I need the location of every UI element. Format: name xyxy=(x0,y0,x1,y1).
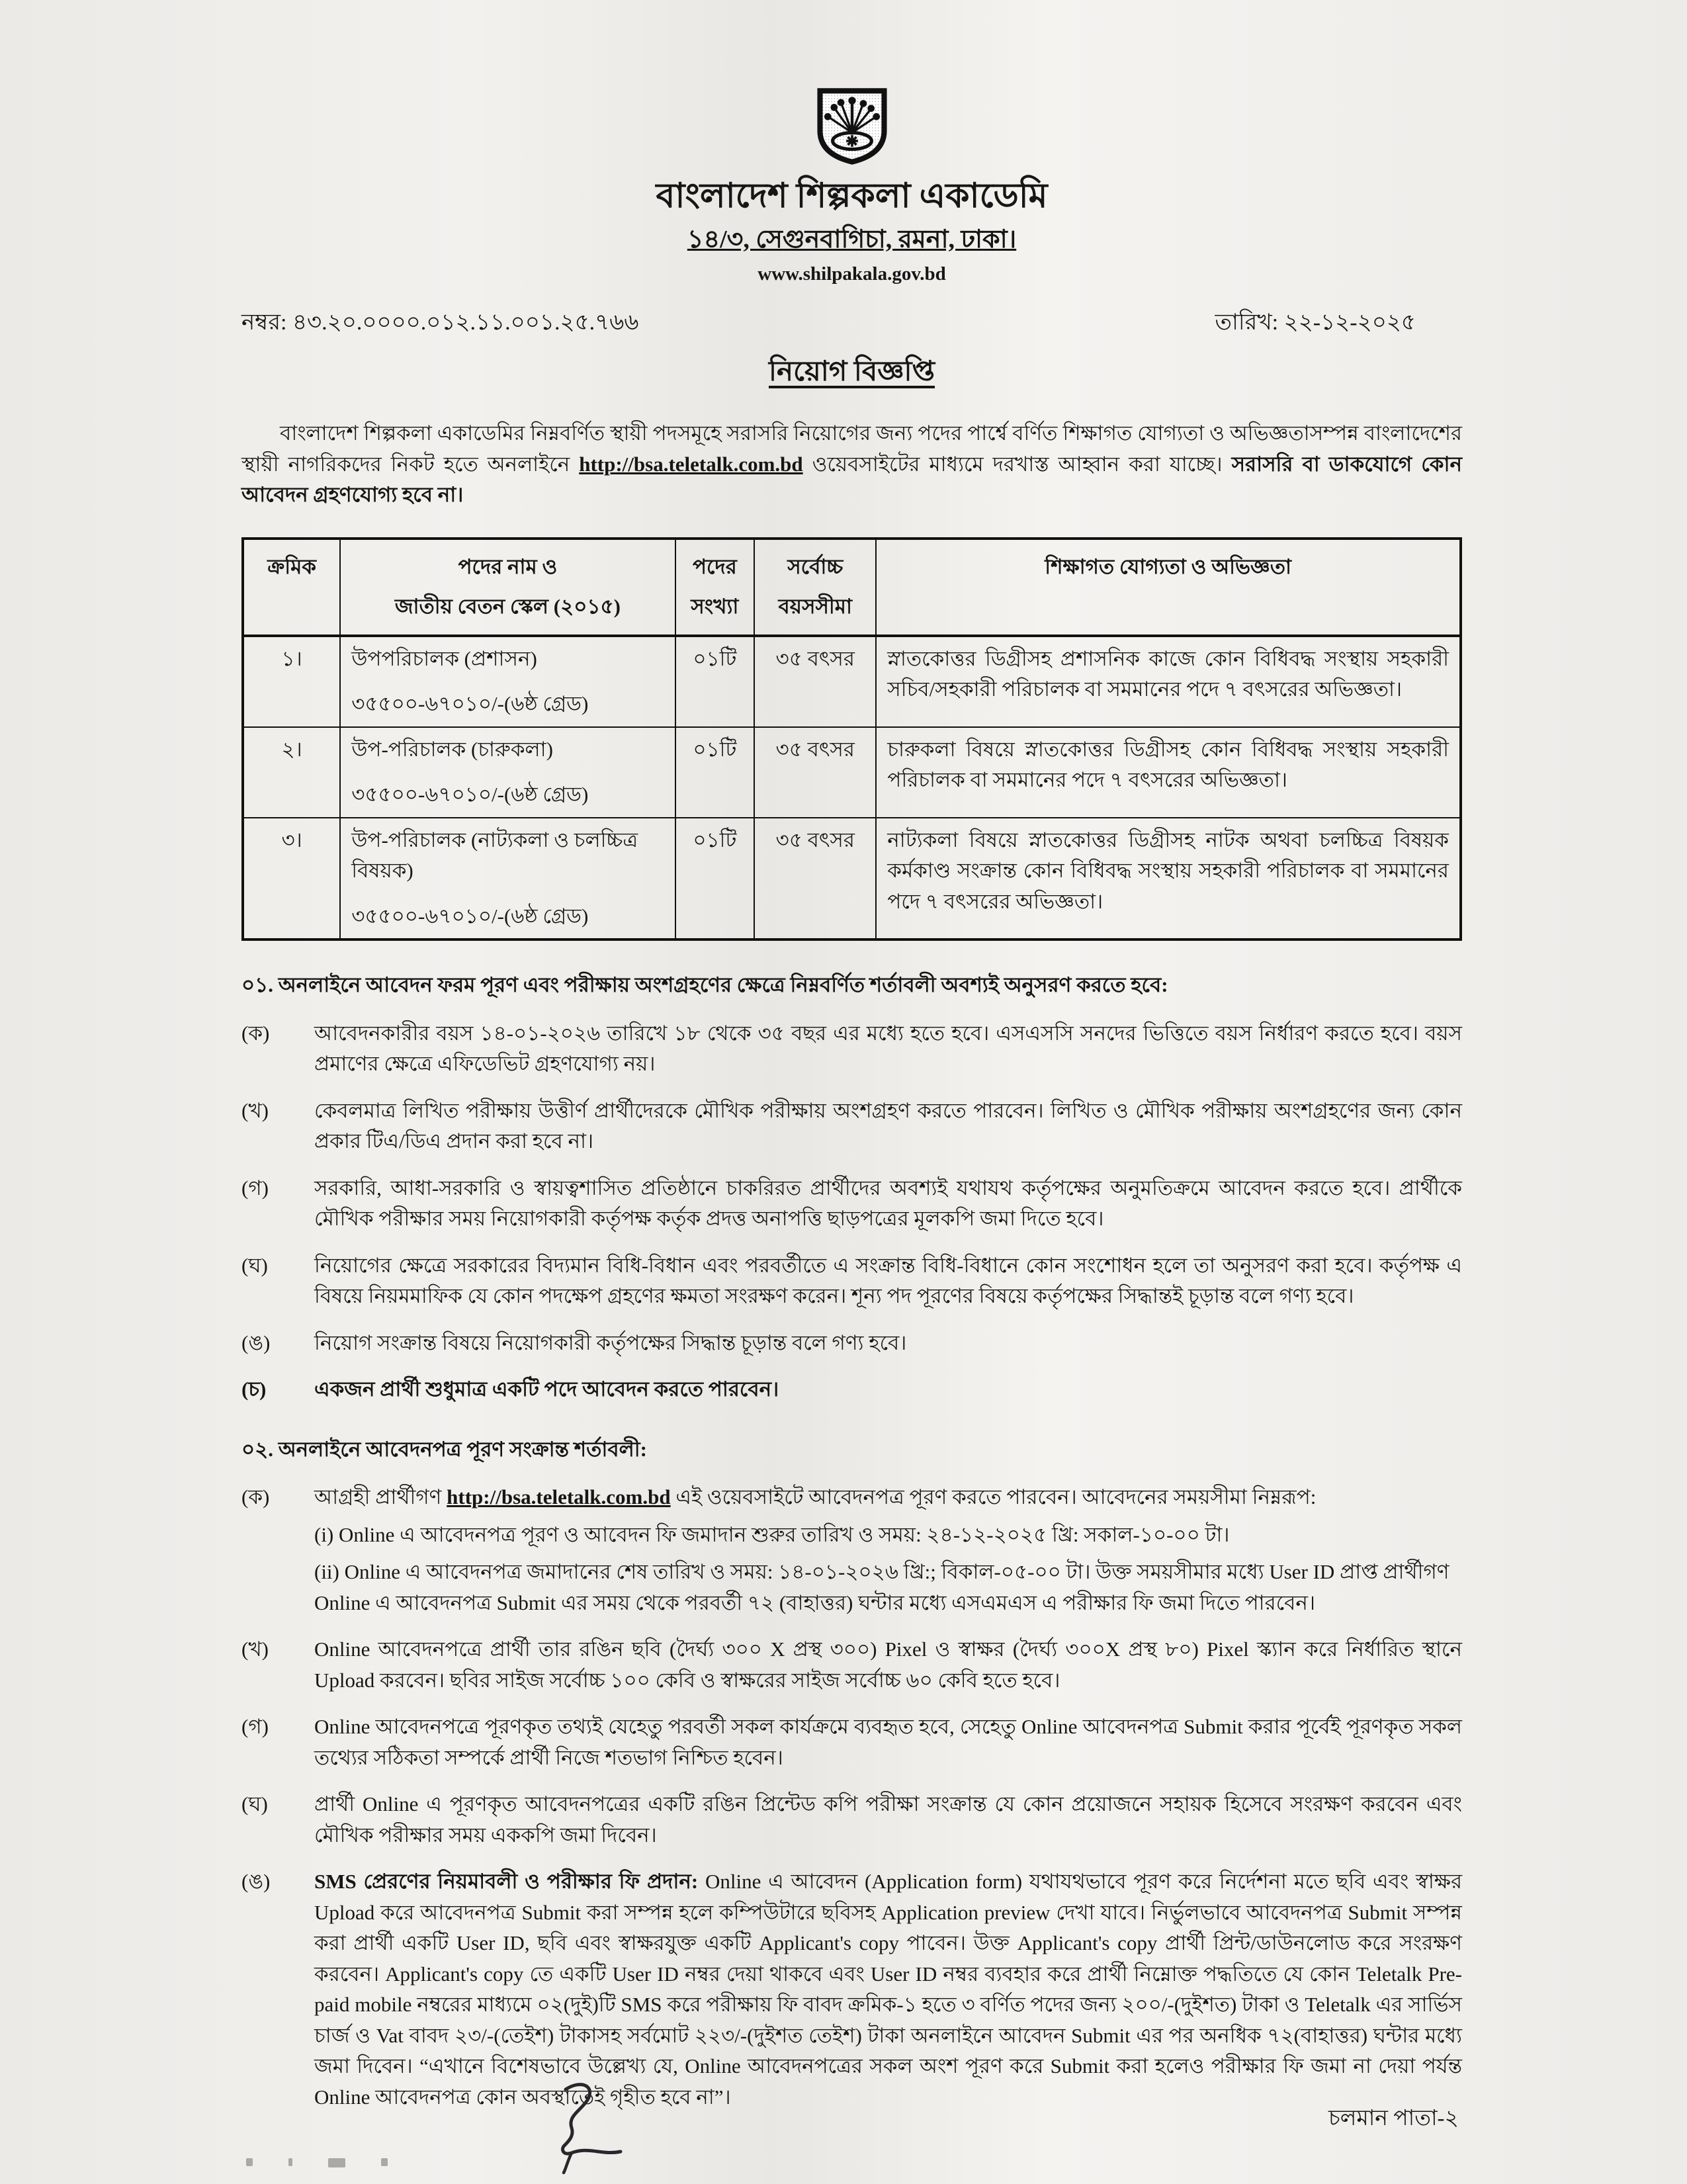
deadline-end-line: (ii) Online এ আবেদনপত্র জমাদানের শেষ তারিখ ও সময়: ১৪-০১-২০২৬ খ্রি:; বিকাল-০৫-০০ টা। উক্ত সময়সীমার মধ্যে User ID প্রাপ্ত প্রার্থীগণ Online এ আবেদনপত্র Submit এর সময় থেকে পরবর্তী ৭২ (বাহাত্তর) ঘন্টার মধ্যে এসএমএস এ পরীক্ষার ফি জমা দিতে পারবেন। xyxy=(314,1560,1449,1614)
item-text: আবেদনকারীর বয়স ১৪-০১-২০২৬ তারিখে ১৮ থেকে ৩৫ বছর এর মধ্যে হতে হবে। এসএসসি সনদের ভিত্তিতে বয়স নির্ধারণ করতে হবে। বয়স প্রমাণের ক্ষেত্রে এফিডেভিট গ্রহণযোগ্য নয়। xyxy=(314,1021,1462,1076)
list-item xyxy=(241,1712,1462,1773)
row1-qualification: স্নাতকোত্তর ডিগ্রীসহ প্রশাসনিক কাজে কোন বিধিবদ্ধ সংস্থায় সহকারী সচিব/সহকারী পরিচালক বা সমমানের পদে ৭ বৎসরের অভিজ্ঞতা। xyxy=(876,636,1461,727)
section1-conditions xyxy=(241,1018,1462,1405)
item-label: (ঘ) xyxy=(241,1253,268,1277)
item-text: কেবলমাত্র লিখিত পরীক্ষায় উত্তীর্ণ প্রার্থীদেরকে মৌখিক পরীক্ষায় অংশগ্রহণ করতে পারবেন। লিখিত ও মৌখিক পরীক্ষায় অংশগ্রহণের জন্য কোন প্রকার টিএ/ডিএ প্রদান করা হবে না। xyxy=(314,1098,1462,1153)
intro-bold-note: সরাসরি বা ডাকযোগে কোন আবেদন গ্রহণযোগ্য হবে না। xyxy=(241,452,1462,507)
letterhead xyxy=(241,86,1462,288)
item-text-prefix: আগ্রহী প্রার্থীগণ xyxy=(314,1485,447,1509)
list-item xyxy=(241,1634,1462,1696)
table-row xyxy=(243,818,1461,940)
item-label: (গ) xyxy=(241,1715,269,1739)
section2-heading: ০২. অনলাইনে আবেদনপত্র পূরণ সংক্রান্ত শর্তাবলী: xyxy=(241,1437,647,1461)
item-label: (ক) xyxy=(241,1485,270,1509)
row2-post-name: উপ-পরিচালক (চারুকলা) xyxy=(351,737,553,761)
list-item xyxy=(241,1018,1462,1080)
item-text: প্রার্থী Online এ পূরণকৃত আবেদনপত্রের একটি রঙিন প্রিন্টেড কপি পরীক্ষা সংক্রান্ত যে কোন প্রয়োজনে সহায়ক হিসেবে সংরক্ষণ করবেন এবং মৌখিক পরীক্ষার সময় এককপি জমা দিবেন। xyxy=(314,1792,1462,1847)
row1-post xyxy=(340,636,675,727)
row1-post-name: উপপরিচালক (প্রশাসন) xyxy=(351,646,537,670)
col-header-serial: ক্রমিক xyxy=(243,539,340,636)
list-item xyxy=(241,1250,1462,1312)
item-label: (ঙ) xyxy=(241,1870,271,1894)
sms-rules-text: Online এ আবেদন (Application form) যথাযথভাবে পূরণ করে নির্দেশনা মতে ছবি এবং স্বাক্ষর Upload করে আবেদনপত্র Submit করা সম্পন্ন হলে কম্পিউটারে ছবিসহ Application preview দেখা যাবে। নির্ভুলভাবে আবেদনপত্র Submit সম্পন্ন করা প্রার্থী একটি User ID, ছবি এবং স্বাক্ষরযুক্ত একটি Applicant's copy পাবেন। উক্ত Applicant's copy প্রার্থী প্রিন্ট/ডাউনলোড করে সংরক্ষণ করবেন। Applicant's copy তে একটি User ID নম্বর দেয়া থাকবে এবং User ID নম্বর ব্যবহার করে প্রার্থী নিম্নোক্ত পদ্ধতিতে যে কোন Teletalk Pre-paid mobile নম্বরের মাধ্যমে ০২(দুই)টি SMS করে পরীক্ষায় ফি বাবদ ক্রমিক-১ হতে ৩ বর্ণিত পদের জন্য ২০০/-(দুইশত) টাকা ও Teletalk এর সার্ভিস চার্জ ও Vat বাবদ ২৩/-(তেইশ) টাকাসহ সর্বমোট ২২৩/-(দুইশত তেইশ) টাকা অনলাইনে আবেদন Submit এর পর অনধিক ৭২(বাহাত্তর) ঘন্টার মধ্যে জমা দিবেন। “এখানে বিশেষভাবে উল্লেখ্য যে, Online আবেদনপত্রের সকল অংশ পূরণ করে Submit করা হলেও পরীক্ষার ফি জমা না দেয়া পর্যন্ত Online আবেদনপত্র কোন অবস্থাতেই গৃহীত হবে না”। xyxy=(314,1870,1462,2109)
table-row xyxy=(243,636,1461,727)
list-item xyxy=(241,1789,1462,1851)
item-label: (খ) xyxy=(241,1098,269,1122)
row3-qualification: নাট্যকলা বিষয়ে স্নাতকোত্তর ডিগ্রীসহ নাটক অথবা চলচ্চিত্র বিষয়ক কর্মকাণ্ড সংক্রান্ত কোন বিধিবদ্ধ সংস্থায় সহকারী পরিচালক বা সমমানের পদে ৭ বৎসরের অভিজ্ঞতা। xyxy=(876,818,1461,940)
shilpakala-academy-logo-icon xyxy=(813,148,891,171)
item-label: (চ) xyxy=(241,1377,267,1401)
organization-website: www.shilpakala.gov.bd xyxy=(757,263,946,284)
row2-qualification: চারুকলা বিষয়ে স্নাতকোত্তর ডিগ্রীসহ কোন বিধিবদ্ধ সংস্থায় সহকারী পরিচালক বা সমমানের পদে ৭ বৎসরের অভিজ্ঞতা। xyxy=(876,727,1461,818)
organization-name: বাংলাদেশ শিল্পকলা একাডেমি xyxy=(656,177,1048,215)
item-text: Online আবেদনপত্রে পূরণকৃত তথ্যই যেহেতু পরবর্তী সকল কার্যক্রমে ব্যবহৃত হবে, সেহেতু Online আবেদনপত্র Submit করার পূর্বেই পূরণকৃত সকল তথ্যের সঠিকতা সম্পর্কে প্রার্থী নিজে শতভাগ নিশ্চিত হবেন। xyxy=(314,1715,1462,1769)
section1-heading: ০১. অনলাইনে আবেদন ফরম পূরণ এবং পরীক্ষায় অংশগ্রহণের ক্ষেত্রে নিম্নবর্ণিত শর্তাবলী অবশ্যই অনুসরণ করতে হবে: xyxy=(241,973,1168,997)
memo-number: নম্বর: ৪৩.২০.০০০০.০১২.১১.০০১.২৫.৭৬৬ xyxy=(241,310,639,335)
list-item xyxy=(241,1482,1462,1618)
item-text: একজন প্রার্থী শুধুমাত্র একটি পদে আবেদন করতে পারবেন। xyxy=(314,1377,779,1401)
row2-age: ৩৫ বৎসর xyxy=(754,727,876,818)
row2-pay-scale: ৩৫৫০০-৬৭০১০/-(৬ষ্ঠ গ্রেড) xyxy=(351,783,589,807)
col-header-age-limit: সর্বোচ্চ বয়সসীমা xyxy=(754,539,876,636)
notice-title xyxy=(241,351,1462,393)
list-item xyxy=(241,1328,1462,1359)
row1-count: ০১টি xyxy=(675,636,755,727)
row3-serial: ৩। xyxy=(243,818,340,940)
memo-row xyxy=(241,306,1462,339)
item-label: (ঙ) xyxy=(241,1331,271,1354)
notice-title-text: নিয়োগ বিজ্ঞপ্তি xyxy=(768,357,935,388)
intro-paragraph xyxy=(241,418,1462,511)
row2-post xyxy=(340,727,675,818)
memo-date: তারিখ: ২২-১২-২০২৫ xyxy=(1215,310,1416,335)
cut-off-text-fragment xyxy=(246,2158,388,2167)
col-header-post-name: পদের নাম ও জাতীয় বেতন স্কেল (২০১৫) xyxy=(340,539,675,636)
list-item xyxy=(241,1866,1462,2113)
organization-address: ১৪/৩, সেগুনবাগিচা, রমনা, ঢাকা। xyxy=(687,225,1017,253)
handwritten-signature-icon xyxy=(503,2077,655,2180)
item-label: (ঘ) xyxy=(241,1792,268,1816)
item-label: (খ) xyxy=(241,1638,269,1661)
list-item xyxy=(241,1173,1462,1235)
application-website-link: http://bsa.teletalk.com.bd xyxy=(447,1485,671,1509)
item-label: (ক) xyxy=(241,1021,270,1045)
item-text xyxy=(314,1482,1462,1618)
posts-table xyxy=(241,537,1462,941)
sms-rules-lead: SMS প্রেরণের নিয়মাবলী ও পরীক্ষার ফি প্রদান: xyxy=(314,1870,699,1894)
intro-text-before-link: বাংলাদেশ শিল্পকলা একাডেমির নিম্নবর্ণিত স্থায়ী পদসমূহে সরাসরি নিয়োগের জন্য পদের পার্শ্বে বর্ণিত শিক্ষাগত যোগ্যতা ও অভিজ্ঞতাসম্পন্ন বাংলাদেশের স্থায়ী নাগরিকদের নিকট হতে অনলাইনে xyxy=(241,421,1462,476)
row2-count: ০১টি xyxy=(675,727,755,818)
table-row xyxy=(243,727,1461,818)
continuation-note: চলমান পাতা-২ xyxy=(1328,2107,1459,2130)
row1-pay-scale: ৩৫৫০০-৬৭০১০/-(৬ষ্ঠ গ্রেড) xyxy=(351,692,589,716)
row1-age: ৩৫ বৎসর xyxy=(754,636,876,727)
list-item xyxy=(241,1374,1462,1405)
item-text: নিয়োগ সংক্রান্ত বিষয়ে নিয়োগকারী কর্তৃপক্ষের সিদ্ধান্ত চূড়ান্ত বলে গণ্য হবে। xyxy=(314,1331,907,1354)
row3-age: ৩৫ বৎসর xyxy=(754,818,876,940)
col-header-post-count: পদের সংখ্যা xyxy=(675,539,755,636)
row3-pay-scale: ৩৫৫০০-৬৭০১০/-(৬ষ্ঠ গ্রেড) xyxy=(351,904,589,928)
section2-conditions xyxy=(241,1482,1462,2113)
row3-count: ০১টি xyxy=(675,818,755,940)
item-text-suffix: এই ওয়েবসাইটে আবেদনপত্র পূরণ করতে পারবেন। আবেদনের সময়সীমা নিম্নরূপ: xyxy=(670,1485,1317,1509)
col-header-qualification: শিক্ষাগত যোগ্যতা ও অভিজ্ঞতা xyxy=(876,539,1461,636)
posts-table-header xyxy=(243,539,1461,636)
row3-post-name: উপ-পরিচালক (নাট্যকলা ও চলচ্চিত্র বিষয়ক) xyxy=(351,828,638,883)
list-item xyxy=(241,1096,1462,1157)
deadline-start-line: (i) Online এ আবেদনপত্র পূরণ ও আবেদন ফি জমাদান শুরুর তারিখ ও সময়: ২৪-১২-২০২৫ খ্রি: সকাল-১০-০০ টা। xyxy=(314,1522,1230,1546)
intro-text-after-link: ওয়েবসাইটের মাধ্যমে দরখাস্ত আহ্বান করা যাচ্ছে। xyxy=(802,452,1232,476)
item-text: Online আবেদনপত্রে প্রার্থী তার রঙিন ছবি (দৈর্ঘ্য ৩০০ X প্রস্থ ৩০০) Pixel ও স্বাক্ষর (দৈর্ঘ্য ৩০০X প্রস্থ ৮০) Pixel স্ক্যান করে নির্ধারিত স্থানে Upload করবেন। ছবির সাইজ সর্বোচ্চ ১০০ কেবি ও স্বাক্ষরের সাইজ সর্বোচ্চ ৬০ কেবি হতে হবে। xyxy=(314,1638,1462,1692)
row3-post xyxy=(340,818,675,940)
application-website-link: http://bsa.teletalk.com.bd xyxy=(579,452,803,476)
item-label: (গ) xyxy=(241,1176,269,1200)
document-content xyxy=(241,86,1462,2128)
item-text xyxy=(314,1866,1462,2113)
item-text: নিয়োগের ক্ষেত্রে সরকারের বিদ্যমান বিধি-বিধান এবং পরবর্তীতে এ সংক্রান্ত বিধি-বিধানে কোন সংশোধন হলে তা অনুসরণ করা হবে। কর্তৃপক্ষ এ বিষয়ে নিয়মমাফিক যে কোন পদক্ষেপ গ্রহণের ক্ষমতা সংরক্ষণ করেন। শূন্য পদ পূরণের বিষয়ে কর্তৃপক্ষের সিদ্ধান্তই চূড়ান্ত বলে গণ্য হবে। xyxy=(314,1253,1462,1308)
row2-serial: ২। xyxy=(243,727,340,818)
row1-serial: ১। xyxy=(243,636,340,727)
item-text: সরকারি, আধা-সরকারি ও স্বায়ত্বশাসিত প্রতিষ্ঠানে চাকরিরত প্রার্থীদের অবশ্যই যথাযথ কর্তৃপক্ষের অনুমতিক্রমে আবেদন করতে হবে। প্রার্থীকে মৌখিক পরীক্ষার সময় নিয়োগকারী কর্তৃপক্ষ কর্তৃক প্রদত্ত অনাপত্তি ছাড়পত্রের মূলকপি জমা দিতে হবে। xyxy=(314,1176,1462,1231)
